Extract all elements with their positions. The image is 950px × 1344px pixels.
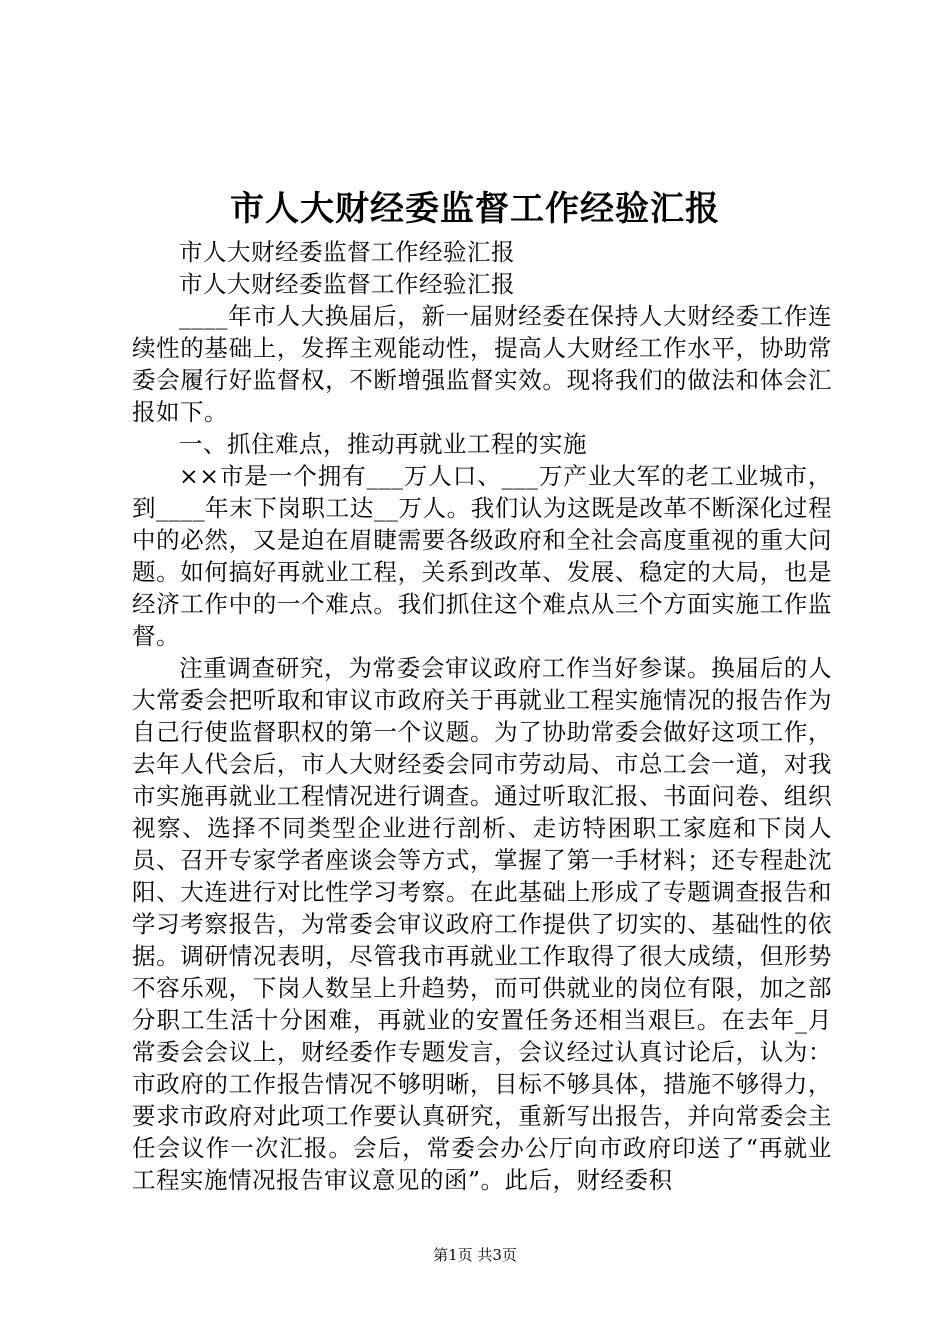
- body-paragraph: ××市是一个拥有___万人口、___万产业大军的老工业城市，到____年末下岗职工达__万人。我们认为这既是改革不断深化过程中的必然，又是迫在眉睫需要各级政府和全社会高度重视的重大问题。如何搞好再就业工程，关系到改革、发展、稳定的大局，也是经济工作中的一个难点。我们抓住这个难点从三个方面实施工作监督。: [132, 462, 832, 650]
- body-paragraph: 市人大财经委监督工作经验汇报: [179, 238, 515, 266]
- document-body: [132, 236, 832, 1196]
- section-heading: 一、抓住难点，推动再就业工程的实施: [179, 430, 587, 458]
- body-paragraph: 注重调查研究，为常委会审议政府工作当好参谋。换届后的人大常委会把听取和审议市政府关于再就业工程实施情况的报告作为自己行使监督职权的第一个议题。为了协助常委会做好这项工作，去年人代会后，市人大财经委会同市劳动局、市总工会一道，对我市实施再就业工程情况进行调查。通过听取汇报、书面问卷、组织视察、选择不同类型企业进行剖析、走访特困职工家庭和下岗人员、召开专家学者座谈会等方式，掌握了第一手材料；还专程赴沈阳、大连进行对比性学习考察。在此基础上形成了专题调查报告和学习考察报告，为常委会审议政府工作提供了切实的、基础性的依据。调研情况表明，尽管我市再就业工作取得了很大成绩，但形势不容乐观，下岗人数呈上升趋势，而可供就业的岗位有限，加之部分职工生活十分困难，再就业的安置任务还相当艰巨。在去年_月常委会会议上，财经委作专题发言，会议经过认真讨论后，认为：市政府的工作报告情况不够明晰，目标不够具体，措施不够得力，要求市政府对此项工作要认真研究，重新写出报告，并向常委会主任会议作一次汇报。会后，常委会办公厅向市政府印送了“再就业工程实施情况报告审议意见的函”。此后，财经委积: [132, 654, 832, 1194]
- page-number: 第1页 共3页: [433, 1246, 517, 1264]
- body-paragraph: 市人大财经委监督工作经验汇报: [179, 270, 515, 298]
- document-title: 市人大财经委监督工作经验汇报: [230, 189, 720, 229]
- body-paragraph: ____年市人大换届后，新一届财经委在保持人大财经委工作连续性的基础上，发挥主观能动性，提高人大财经工作水平，协助常委会履行好监督权，不断增强监督实效。现将我们的做法和体会汇报如下。: [132, 302, 832, 426]
